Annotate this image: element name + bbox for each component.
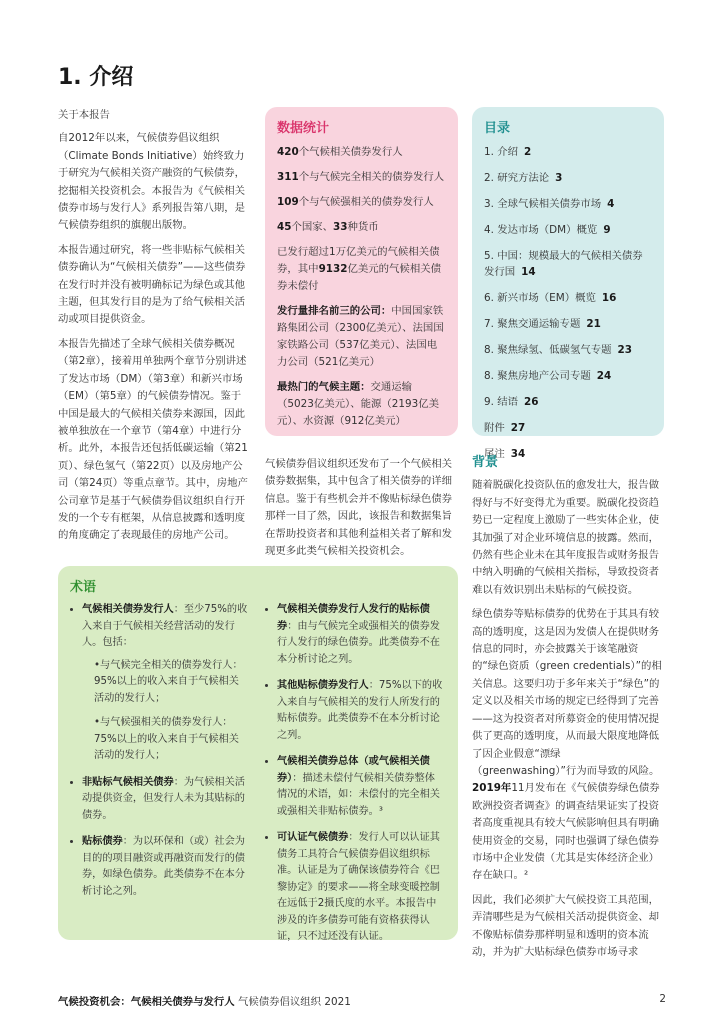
term-item: • 贴标债券：为以环保和（或）社会为目的的项目融资或再融资而发行的债券，如绿色债券。此类债券不在本分析讨论之列。 (82, 834, 248, 900)
intro-paragraph-3: 本报告先描述了全球气候相关债券概况（第2章），接着用单独两个章节分别讲述了发达市场（DM）（第3章）和新兴市场（EM）（第5章）的气候债券情况。鉴于中国是最大的气候相关债券来源国，因此被单独放在一个章节（第4章）中进行分析。此外，本报告还包括低碳运输（第21页）、绿色氢气（第22页）以及房地产公司（第24页）等重点章节。其中，房地产公司章节是基于气候债券倡议组织自行开发的一个专有框架，从信息披露和透明度的角度确定了表现最佳的房地产公司。 (58, 337, 248, 542)
terms-box (58, 566, 458, 940)
toc-item[interactable] (484, 222, 652, 238)
page-title: 1. 介绍 (58, 65, 134, 90)
background-section (472, 454, 664, 968)
toc-item[interactable] (484, 316, 652, 332)
toc-item[interactable] (484, 170, 652, 186)
toc-item-label: 9. 结语 (484, 396, 518, 408)
stat-fully-aligned: 311个与气候完全相关的债券发行人 (277, 171, 445, 183)
term-item: • 气候相关债券总体（或气候相关债券）：描述未偿付气候相关债券整体情况的术语，如：未偿付的完全相关或强相关非贴标债券。³ (277, 754, 443, 820)
toc-item-page: 16 (601, 292, 617, 304)
terms-right-column (263, 602, 443, 956)
footer: 气候投资机会：气候相关债券与发行人 气候债券倡议组织 2021 (58, 996, 351, 1008)
term-item: • 非贴标气候相关债券：为气候相关活动提供资金，但发行人未为其贴标的债券。 (82, 775, 248, 825)
toc-list (484, 144, 652, 462)
intro-paragraph-1: 自2012年以来，气候债券倡议组织（Climate Bonds Initiative）始终致力于研究为气候相关资产融资的气候债券，挖掘相关投资机会。本报告为《气候相关债券市场与发行人》系列报告第八期，是气候债券组织的旗舰出版物。 (58, 132, 246, 232)
stat-top-themes: 最热门的气候主题：交通运输（5023亿美元）、能源（2193亿美元）、水资源（912亿美元） (277, 381, 439, 427)
background-paragraph-1: 随着脱碳化投资队伍的愈发壮大，报告做得好与不好变得尤为重要。脱碳化投资趋势已一定程度上激励了一些实体企业，使其加强了对企业环境信息的披露。然而，仍然有些企业未在其年度报告或财务报告中纳入明确的气候相关指标，导致投资者难以有效识别出未贴标的气候投资。 (472, 479, 660, 596)
toc-item-page: 24 (596, 370, 612, 382)
toc-item[interactable] (484, 196, 652, 212)
term-item: • 其他贴标债券发行人：75%以下的收入来自与气候相关的发行人所发行的贴标债券。此类债券不在本分析讨论之列。 (277, 678, 443, 744)
toc-item-label: 8. 聚焦绿氢、低碳氢气专题 (484, 344, 612, 356)
background-paragraph-3: 因此，我们必须扩大气候投资工具范围，弄清哪些是为气候相关活动提供资金、却不像贴标债券那样明显和透明的资本流动，并为扩大贴标绿色债券市场寻求 (472, 893, 660, 958)
term-subitem: •与气候强相关的债券发行人：75%以上的收入来自于气候相关活动的发行人； (94, 717, 239, 761)
intro-paragraph-2: 本报告通过研究，将一些非贴标气候相关债券确认为“气候相关债券”——这些债券在发行时并没有被明确标记为绿色或其他主题，但其发行目的是为了给气候相关活动或项目提供资金。 (58, 243, 246, 326)
toc-item[interactable] (484, 144, 652, 160)
toc-box (472, 107, 664, 460)
toc-item-page: 21 (586, 318, 601, 330)
stat-top-issuers: 发行量排名前三的公司：中国国家铁路集团公司（2300亿美元）、法国国家铁路公司（537亿美元）、法国电力公司（521亿美元） (277, 305, 444, 368)
toc-item[interactable] (484, 342, 652, 358)
toc-item-page: 2 (524, 146, 532, 158)
toc-item-label: 7. 聚焦交通运输专题 (484, 318, 581, 330)
toc-item-label: 2. 研究方法论 (484, 172, 550, 184)
toc-item-page: 23 (617, 344, 632, 356)
term-subitem: •与气候完全相关的债券发行人：95%以上的收入来自于气候相关活动的发行人； (94, 659, 243, 704)
background-title: 背景 (472, 455, 499, 470)
terms-left-column (68, 602, 248, 910)
background-paragraph-2: 绿色债券等贴标债券的优势在于其具有较高的透明度，这是因为发债人在提供财务信息的同时，亦会披露关于该笔融资的“绿色资质（green credentials）”的相关信息。这要归功于多年来关于“绿色”的定义以及相关市场的规定已经得到了完善——这为投资者对所募资金的使用情况提供了更高的透明度，从而最大限度地降低了因企业假意“漂绿（greenwashing）”行为而导致的风险。2019年11月发布在《气候债券绿色债券欧洲投资者调查》的调查结果证实了投资者高度重视具有较大气候影响但具有明确使用资金的交易，同时也强调了绿色债券市场中企业发债（尤其是实体经济企业）存在缺口。² (472, 608, 662, 882)
toc-item[interactable] (484, 368, 652, 384)
toc-item-label: 附件 (484, 422, 505, 434)
terms-title: 术语 (70, 580, 97, 595)
stats-box (265, 107, 458, 436)
toc-item-label: 4. 发达市场（DM）概览 (484, 224, 598, 236)
toc-item-label: 5. 中国：规模最大的气候相关债券发行国 (484, 250, 643, 278)
term-item: • 可认证气候债券：发行人可以认证其债务工具符合气候债券倡议组织标准。认证是为了确保该债券符合《巴黎协定》的要求——将全球变暖控制在远低于2摄氏度的水平。本报告中涉及的许多债券可能有资格获得认证，只不过还没有认证。 (277, 830, 443, 946)
stat-strongly-aligned: 109个与气候强相关的债券发行人 (277, 196, 434, 208)
toc-item-label: 1. 介绍 (484, 146, 518, 158)
toc-item-page: 9 (603, 224, 611, 236)
toc-item-label: 3. 全球气候相关债券市场 (484, 198, 602, 210)
term-item: • 气候相关债券发行人：至少75%的收入来自于气候相关经营活动的发行人。包括： •与气候完全相关的债券发行人：95%以上的收入来自于气候相关活动的发行人； •与气候强相关的债券发行人：75%以上的收入来自于气候相关活动的发行人； (82, 602, 248, 765)
intro-title: 关于本报告 (58, 109, 110, 121)
term-item: • 气候相关债券发行人发行的贴标债券：由与气候完全或强相关的债券发行人发行的绿色债券。此类债券不在本分析讨论之列。 (277, 602, 443, 668)
toc-item-page: 27 (510, 422, 526, 434)
stat-volume: 已发行超过1万亿美元的气候相关债券，其中9132亿美元的气候相关债券未偿付 (277, 246, 441, 292)
toc-item-page: 3 (555, 172, 563, 184)
stat-issuers: 420个气候相关债券发行人 (277, 146, 403, 158)
toc-item[interactable] (484, 420, 652, 436)
toc-item[interactable] (484, 290, 652, 306)
stat-countries: 45个国家、33种货币 (277, 221, 379, 233)
toc-item-page: 34 (510, 448, 526, 460)
toc-item[interactable] (484, 394, 652, 410)
dataset-paragraph: 气候债券倡议组织还发布了一个气候相关债券数据集，其中包含了相关债券的详细信息。鉴于有些机会并不像贴标绿色债券那样一目了然，因此，该报告和数据集旨在帮助投资者和其他利益相关者了解和发现更多此类气候相关投资机会。 (265, 458, 453, 558)
stats-title: 数据统计 (277, 121, 330, 136)
toc-item-page: 4 (607, 198, 615, 210)
page-number: 2 (659, 993, 666, 1005)
toc-item-label: 8. 聚焦房地产公司专题 (484, 370, 591, 382)
toc-item-page: 14 (521, 266, 536, 278)
toc-item-label: 6. 新兴市场（EM）概览 (484, 292, 596, 304)
intro-section (58, 107, 251, 552)
toc-title: 目录 (484, 121, 511, 136)
toc-item-label: 尾注 (484, 448, 505, 460)
toc-item-page: 26 (524, 396, 539, 408)
toc-item[interactable] (484, 248, 652, 280)
